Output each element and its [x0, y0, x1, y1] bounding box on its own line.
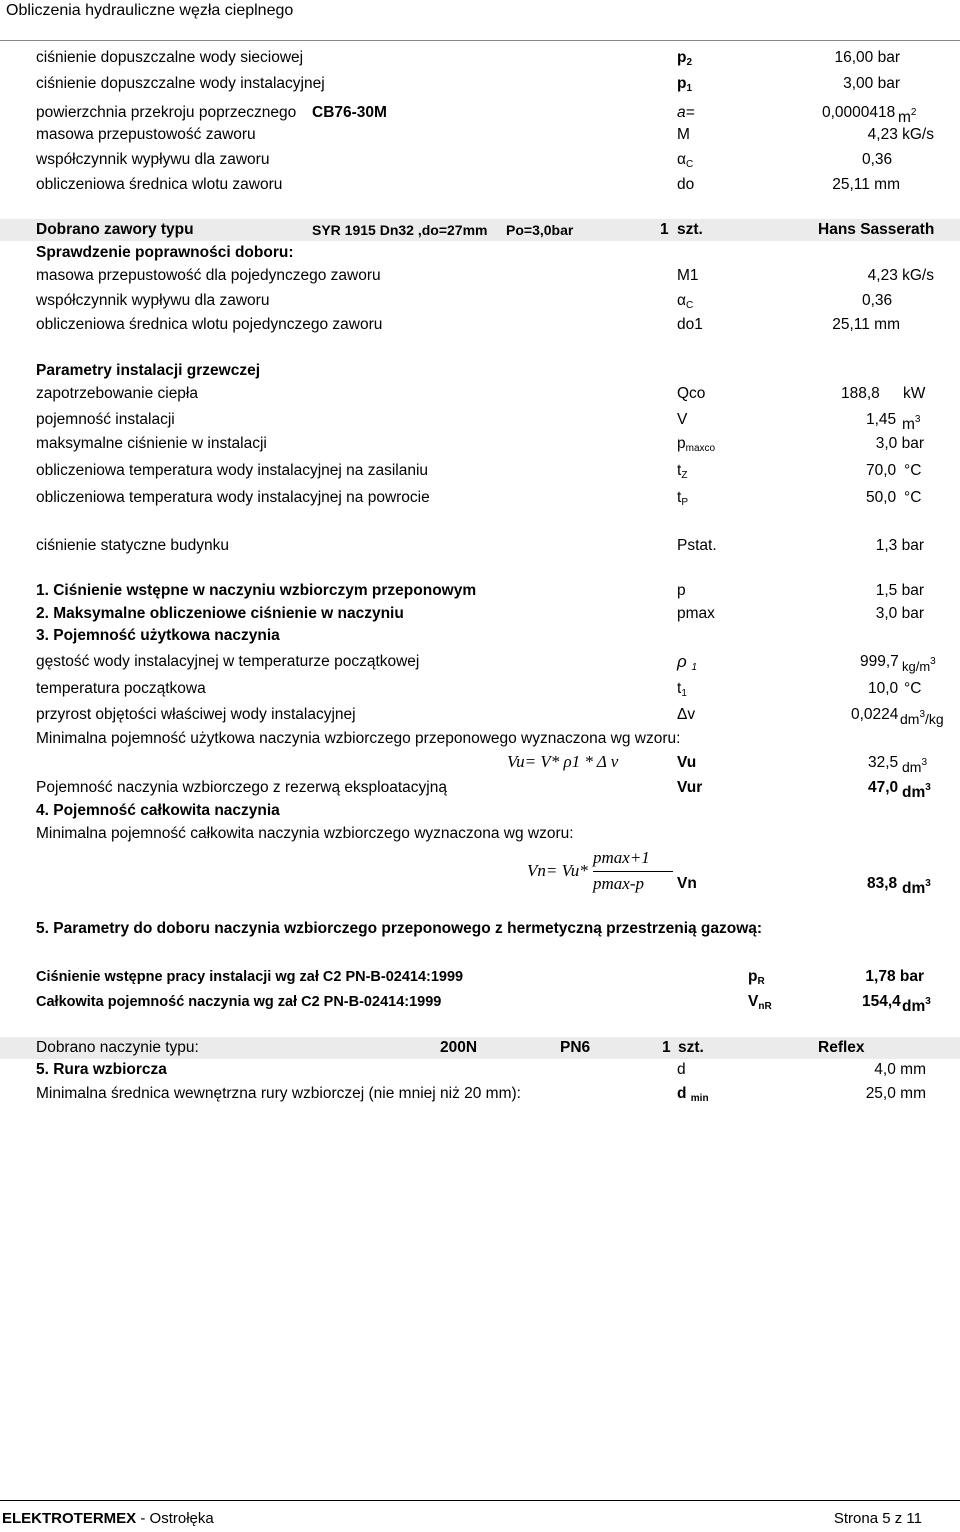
row-total-vessel-volume — [0, 991, 960, 1013]
row-heading-usable-volume — [0, 625, 960, 647]
row-supply-temp — [0, 460, 960, 482]
valve-szt: szt. — [677, 221, 703, 238]
row-value: 10,0 — [868, 680, 899, 697]
row-symbol: d — [677, 1061, 686, 1078]
footer-company: ELEKTROTERMEX — [2, 1510, 137, 1527]
row-value: 0,0000418 — [822, 104, 896, 121]
row-pressure-network — [0, 47, 960, 69]
row-label: powierzchnia przekroju poprzecznego — [36, 104, 297, 121]
row-label: gęstość wody instalacyjnej w temperaturze początkowej — [36, 653, 420, 670]
vessel-pn: PN6 — [560, 1039, 591, 1056]
row-value: 3,0 bar — [875, 605, 924, 622]
valve-po: Po=3,0bar — [506, 222, 574, 238]
row-unit: $dm^3/kg$ — [900, 709, 944, 727]
row-label: obliczeniowa temperatura wody instalacyjnej na powrocie — [36, 489, 430, 506]
row-symbol: Vn — [677, 875, 697, 892]
row-inlet-diameter — [0, 174, 960, 196]
row-symbol: d $_{min}$ — [677, 1085, 709, 1104]
row-symbol: $p_1$ — [677, 75, 693, 94]
fraction-line — [593, 871, 673, 872]
row-symbol: $t_Z$ — [677, 462, 688, 481]
row-symbol: pmax — [677, 605, 715, 622]
row-symbol: Δv — [677, 706, 696, 723]
row-value: 3,00 bar — [843, 75, 900, 92]
row-value: 1,5 bar — [875, 582, 924, 599]
row-initial-pressure — [0, 580, 960, 602]
page-number: Strona 5 z 11 — [833, 1510, 922, 1527]
row-mass-flow-single — [0, 265, 960, 287]
valve-type: SYR 1915 Dn32 ,do=27mm — [312, 222, 488, 238]
row-water-density — [0, 651, 960, 673]
row-discharge-coefficient-2 — [0, 290, 960, 312]
row-symbol: Pstat. — [677, 537, 717, 554]
row-label: obliczeniowa temperatura wody instalacyjnej na zasilaniu — [36, 462, 429, 479]
row-label: Minimalna średnica wewnętrzna rury wzbiorczej (nie mniej niż 20 mm): — [36, 1085, 521, 1102]
row-symbol: $p_{maxco}$ — [677, 435, 716, 454]
row-value: 4,23 kG/s — [867, 126, 934, 143]
row-value: 4,0 mm — [874, 1061, 926, 1078]
row-unit: $m^3$ — [902, 414, 921, 433]
valve-qty: 1 — [660, 221, 669, 238]
row-value: 4,23 kG/s — [867, 267, 934, 284]
row-heading-total-volume — [0, 800, 960, 822]
row-label: pojemność instalacji — [36, 411, 175, 428]
row-cross-section — [0, 102, 960, 124]
row-value: 1,3 bar — [875, 537, 924, 554]
row-unit: $kg/m^3$ — [902, 656, 936, 674]
row-unit: $m^2$ — [898, 107, 917, 126]
row-min-total-volume-text — [0, 823, 960, 845]
row-symbol: $\alpha_C$ — [677, 151, 694, 170]
row-value: 1,45 — [866, 411, 897, 428]
row-value: 25,11 mm — [832, 176, 900, 193]
page-footer — [0, 1500, 960, 1532]
section-heading: 3. Pojemność użytkowa naczynia — [36, 627, 280, 644]
row-symbol: Qco — [677, 385, 706, 402]
row-label: ciśnienie dopuszczalne wody instalacyjnej — [36, 75, 325, 92]
row-unit: $dm^3$ — [902, 878, 931, 897]
row-unit: °C — [904, 462, 922, 479]
row-label: 2. Maksymalne obliczeniowe ciśnienie w naczyniu — [36, 605, 404, 622]
section-heading: 5. Parametry do doboru naczynia wzbiorczego przeponowego z hermetyczną przestrzenią gazową: — [36, 920, 763, 937]
row-symbol: $\alpha_C$ — [677, 292, 694, 311]
row-label: masowa przepustowość zaworu — [36, 126, 256, 143]
row-symbol: Vur — [677, 779, 703, 796]
row-symbol: M1 — [677, 267, 699, 284]
row-usable-volume-formula — [0, 752, 960, 774]
row-label: temperatura początkowa — [36, 680, 206, 697]
row-symbol: a= — [677, 104, 695, 121]
row-value: 999,7 — [860, 653, 899, 670]
section-heading: 4. Pojemność całkowita naczynia — [36, 802, 280, 819]
row-label: Ciśnienie wstępne pracy instalacji wg zał C2 PN-B-02414:1999 — [36, 969, 464, 985]
row-max-pressure — [0, 433, 960, 455]
row-symbol: do1 — [677, 316, 703, 333]
row-return-temp — [0, 487, 960, 509]
row-value: 70,0 — [866, 462, 897, 479]
row-value: 32,5 — [868, 754, 899, 771]
row-value: 0,36 — [862, 292, 893, 309]
row-unit: $dm^3$ — [902, 996, 931, 1015]
row-value: 25,0 mm — [865, 1085, 926, 1102]
row-value: 1,78 bar — [865, 968, 924, 985]
formula-vn-numerator: pmax+1 — [593, 848, 650, 867]
row-min-usable-volume-text — [0, 728, 960, 750]
footer-separator: - — [136, 1510, 150, 1527]
row-label: współczynnik wypływu dla zaworu — [36, 292, 270, 309]
row-heat-demand — [0, 383, 960, 405]
row-mass-flow — [0, 124, 960, 146]
row-discharge-coefficient — [0, 149, 960, 171]
row-unit: kW — [903, 385, 926, 402]
row-initial-temp — [0, 678, 960, 700]
row-min-pipe-diameter — [0, 1083, 960, 1105]
row-value: 16,00 bar — [834, 49, 900, 66]
row-volume-increase — [0, 704, 960, 726]
row-heading-check — [0, 242, 960, 264]
row-label: Minimalna pojemność użytkowa naczynia wzbiorczego przeponowego wyznaczona wg wzoru: — [36, 730, 681, 747]
row-inlet-diameter-single — [0, 314, 960, 336]
formula-vn-left: Vn= Vu* — [527, 861, 588, 880]
row-label: 1. Ciśnienie wstępne w naczyniu wzbiorczym przeponowym — [36, 582, 477, 599]
row-label: 5. Rura wzbiorcza — [36, 1061, 167, 1078]
formula-vn-denominator: pmax-p — [593, 874, 644, 893]
row-label: ciśnienie dopuszczalne wody sieciowej — [36, 49, 304, 66]
row-value: 47,0 — [868, 779, 899, 796]
vessel-szt: szt. — [678, 1039, 704, 1056]
row-symbol: ρ $_1$ — [677, 652, 698, 673]
row-symbol: $p_R$ — [748, 968, 765, 987]
row-symbol: $V_{nR}$ — [748, 993, 772, 1012]
row-symbol: $t_P$ — [677, 489, 688, 508]
row-label: Minimalna pojemność całkowita naczynia wzbiorczego wyznaczona wg wzoru: — [36, 825, 574, 842]
vessel-qty: 1 — [662, 1039, 671, 1056]
formula-vu: Vu= V* ρ1 * Δ v — [507, 752, 619, 771]
row-installation-volume — [0, 409, 960, 431]
page-title: Obliczenia hydrauliczne węzła cieplnego — [6, 2, 294, 19]
row-value: 0,36 — [862, 151, 893, 168]
row-total-volume — [0, 873, 960, 895]
section-heading: Parametry instalacji grzewczej — [36, 362, 261, 379]
row-label: Pojemność naczynia wzbiorczego z rezerwą eksploatacyjną — [36, 779, 447, 796]
row-label: obliczeniowa średnica wlotu pojedynczego zaworu — [36, 316, 383, 333]
row-heading-params — [0, 360, 960, 382]
row-label: współczynnik wypływu dla zaworu — [36, 151, 270, 168]
row-label: zapotrzebowanie ciepła — [36, 385, 198, 402]
footer-company-block — [2, 1510, 214, 1527]
row-volume-with-reserve — [0, 777, 960, 799]
row-label: maksymalne ciśnienie w instalacji — [36, 435, 267, 452]
row-unit: $dm^3$ — [902, 782, 931, 801]
row-initial-working-pressure — [0, 966, 960, 988]
row-label: ciśnienie statyczne budynku — [36, 537, 230, 554]
row-max-design-pressure — [0, 603, 960, 625]
row-symbol: M — [677, 126, 690, 143]
row-symbol: V — [677, 411, 688, 428]
row-value: 50,0 — [866, 489, 897, 506]
row-valve-selection — [0, 219, 960, 241]
row-symbol: do — [677, 176, 695, 193]
row-label: Całkowita pojemność naczynia wg zał C2 PN-B-02414:1999 — [36, 994, 442, 1010]
row-symbol: Vu — [677, 754, 697, 771]
row-unit: $dm^3$ — [902, 757, 928, 775]
row-value: 3,0 bar — [875, 435, 924, 452]
row-label: Dobrano naczynie typu: — [36, 1039, 199, 1056]
row-label: masowa przepustowość dla pojedynczego zaworu — [36, 267, 381, 284]
row-label: obliczeniowa średnica wlotu zaworu — [36, 176, 283, 193]
row-unit: °C — [904, 489, 922, 506]
valve-model: CB76-30M — [312, 104, 387, 121]
row-vessel-selection — [0, 1037, 960, 1059]
row-label: przyrost objętości właściwej wody instalacyjnej — [36, 706, 356, 723]
row-symbol: $t_1$ — [677, 680, 687, 699]
valve-maker: Hans Sasserath — [818, 221, 935, 238]
row-symbol: p — [677, 582, 686, 599]
row-label: Dobrano zawory typu — [36, 221, 194, 238]
row-heading-selection-params — [0, 918, 960, 940]
page-header — [0, 0, 960, 41]
row-pressure-installation — [0, 73, 960, 95]
footer-city: Ostrołęka — [149, 1510, 214, 1527]
row-static-pressure — [0, 535, 960, 557]
vessel-maker: Reflex — [818, 1039, 865, 1056]
row-value: 188,8 — [841, 385, 880, 402]
row-value: 83,8 — [867, 875, 898, 892]
row-expansion-pipe — [0, 1059, 960, 1081]
row-value: 25,11 mm — [832, 316, 900, 333]
row-unit: °C — [904, 680, 922, 697]
row-value: 154,4 — [862, 993, 901, 1010]
vessel-type: 200N — [440, 1039, 478, 1056]
row-symbol: $p_2$ — [677, 49, 693, 68]
row-value: 0,0224 — [851, 706, 899, 723]
section-heading: Sprawdzenie poprawności doboru: — [36, 244, 294, 261]
